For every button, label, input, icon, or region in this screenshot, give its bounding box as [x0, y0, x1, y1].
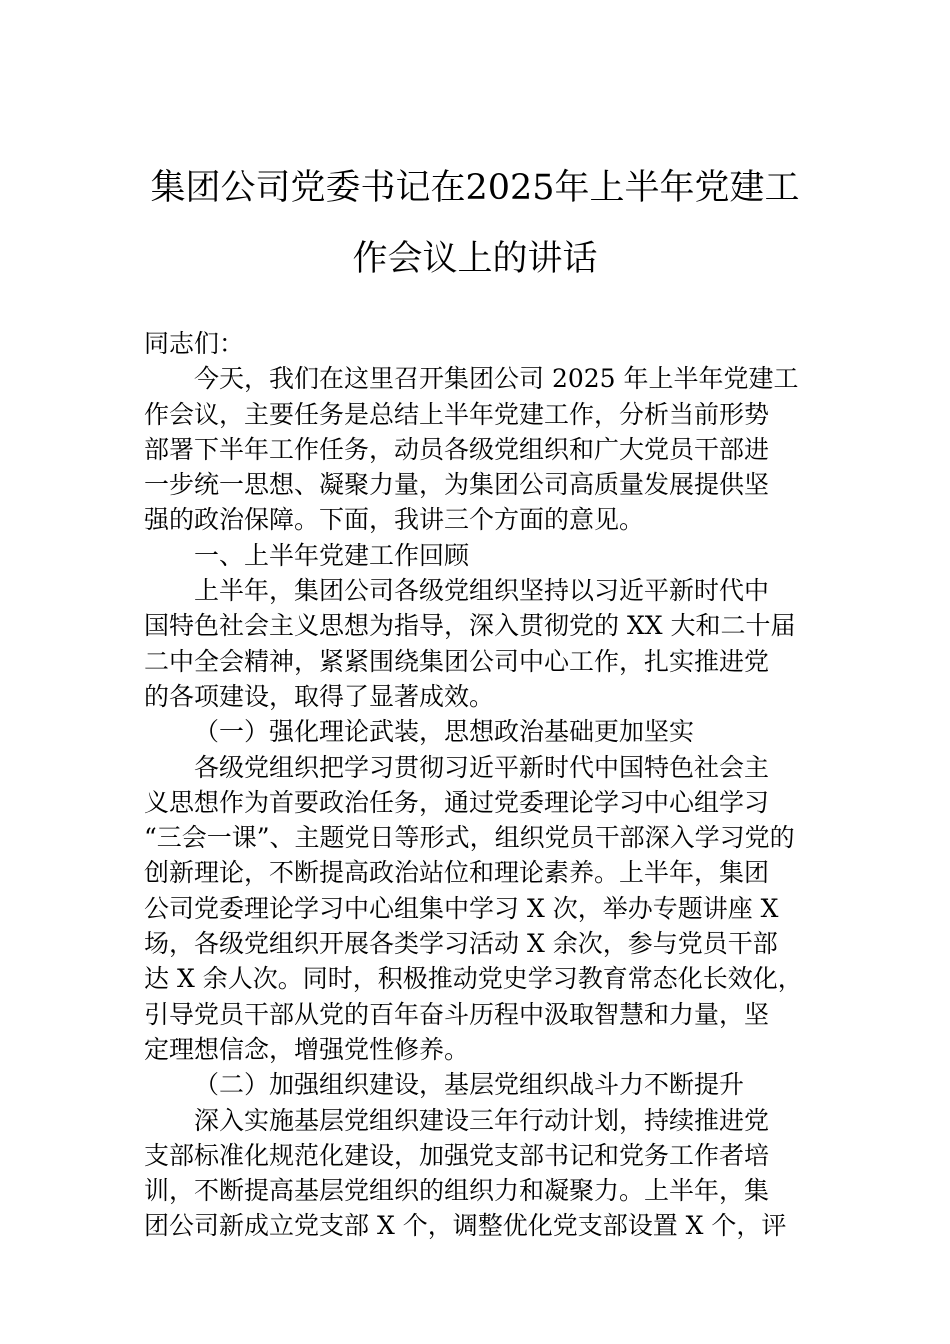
- body-text-line: 部署下半年工作任务，动员各级党组织和广大党员干部进: [144, 434, 770, 464]
- body-text-line: 同志们：: [144, 329, 245, 358]
- body-text-line: 团公司新成立党支部 X 个，调整优化党支部设置 X 个，评: [144, 1211, 787, 1241]
- body-text-line: 一步统一思想、凝聚力量，为集团公司高质量发展提供坚: [144, 470, 770, 500]
- body-text-line: （一）强化理论武装，思想政治基础更加坚实: [194, 717, 695, 747]
- body-text-line: 各级党组织把学习贯彻习近平新时代中国特色社会主: [194, 752, 770, 782]
- body-text-line: 支部标准化规范化建设，加强党支部书记和党务工作者培: [144, 1140, 770, 1170]
- body-text-line: “三会一课”、主题党日等形式，组织党员干部深入学习党的: [144, 823, 795, 853]
- body-text-line: 场，各级党组织开展各类学习活动 X 余次，参与党员干部: [144, 929, 778, 959]
- body-text-line: 强的政治保障。下面，我讲三个方面的意见。: [144, 505, 645, 535]
- body-text-line: 今天，我们在这里召开集团公司 2025 年上半年党建工: [194, 364, 799, 394]
- body-text-line: 深入实施基层党组织建设三年行动计划，持续推进党: [194, 1105, 770, 1135]
- body-text-line: 公司党委理论学习中心组集中学习 X 次，举办专题讲座 X: [144, 893, 779, 923]
- body-text-line: 二中全会精神，紧紧围绕集团公司中心工作，扎实推进党: [144, 646, 770, 676]
- body-text-line: 上半年，集团公司各级党组织坚持以习近平新时代中: [194, 576, 770, 606]
- body-text-line: 训，不断提高基层党组织的组织力和凝聚力。上半年，集: [144, 1176, 770, 1206]
- body-text-line: 作会议，主要任务是总结上半年党建工作，分析当前形势: [144, 399, 770, 429]
- document-title-line-1: 集团公司党委书记在2025年上半年党建工: [150, 168, 800, 208]
- body-text-line: 引导党员干部从党的百年奋斗历程中汲取智慧和力量，坚: [144, 999, 770, 1029]
- body-text-line: 定理想信念，增强党性修养。: [144, 1034, 470, 1064]
- body-text-line: 的各项建设，取得了显著成效。: [144, 681, 495, 711]
- body-text-line: 达 X 余人次。同时，积极推动党史学习教育常态化长效化，: [144, 964, 803, 994]
- document-title-line-2: 作会议上的讲话: [352, 239, 598, 279]
- body-text-line: 国特色社会主义思想为指导，深入贯彻党的 XX 大和二十届: [144, 611, 796, 641]
- body-text-line: （二）加强组织建设，基层党组织战斗力不断提升: [194, 1070, 745, 1100]
- document-body: [144, 326, 844, 1244]
- body-text-line: 创新理论，不断提高政治站位和理论素养。上半年，集团: [144, 858, 770, 888]
- body-text-line: 义思想作为首要政治任务，通过党委理论学习中心组学习: [144, 787, 770, 817]
- body-text-line: 一、上半年党建工作回顾: [194, 540, 470, 570]
